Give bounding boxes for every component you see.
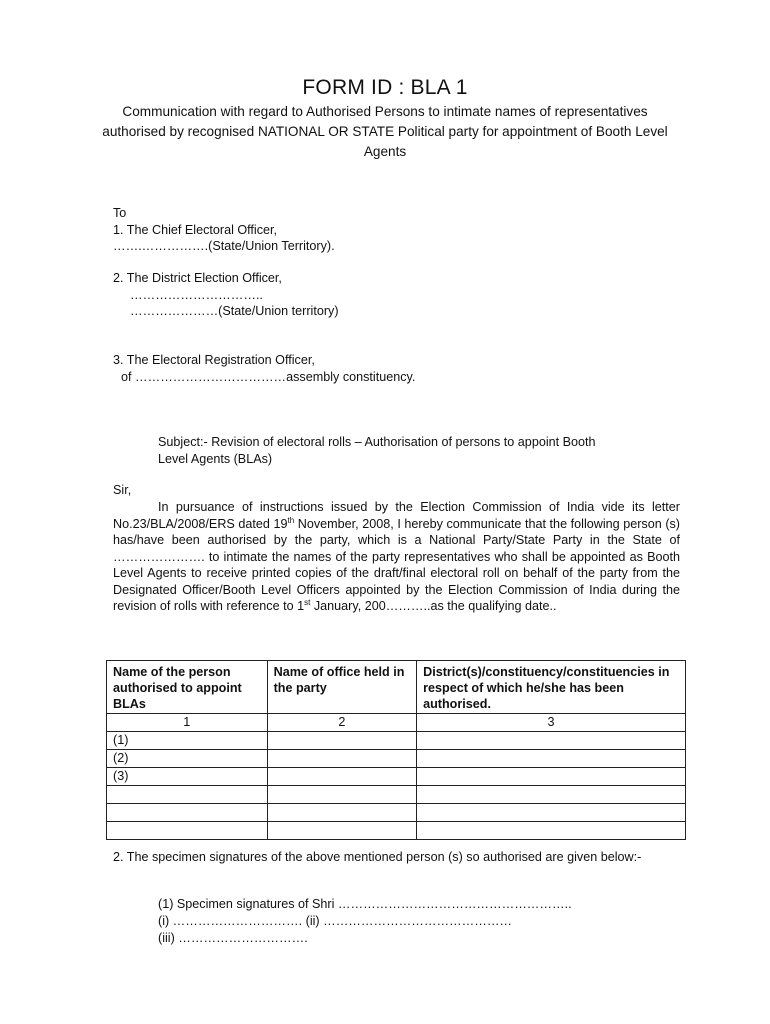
- table-row: [107, 768, 686, 786]
- body-sup-1: th: [287, 515, 295, 525]
- table-cell[interactable]: (1): [107, 732, 268, 750]
- header-districts: District(s)/constituency/constituencies in respect of which he/she has been authorised.: [417, 661, 686, 714]
- table-number-row: [107, 714, 686, 732]
- subject-line-1: Subject:- Revision of electoral rolls – Authorisation of persons to appoint Booth: [158, 435, 596, 449]
- table-row: [107, 750, 686, 768]
- addressee-block: [113, 205, 335, 255]
- to-label: To: [113, 206, 127, 220]
- table-cell[interactable]: [267, 750, 417, 768]
- deo-block: [113, 270, 339, 320]
- salutation: Sir,: [113, 483, 132, 497]
- authorised-persons-table: [106, 660, 686, 840]
- letter-body: [113, 499, 680, 615]
- table-cell[interactable]: [267, 786, 417, 804]
- body-text-1: In pursuance of instructions issued by the Election Commission of India vide its letter No.23/BLA/2008/ERS dated 19: [113, 500, 680, 531]
- body-text-2: November, 2008, I hereby communicate that the following person (s) has/have been authorised by the party, which is a National Party/State Party in the State of …………………. to intimate the names of the party representatives who shall be appointed as Booth Level Agents to receive printed copies of the draft/final electoral roll on behalf of the party from the Designated Officer/Booth Level Officers appointed by the Election Commission of India during the revision of rolls with reference to 1: [113, 516, 681, 613]
- deo-line-3: …………………(State/Union territory): [130, 304, 339, 318]
- table-cell[interactable]: [417, 732, 686, 750]
- ero-line-1: 3. The Electoral Registration Officer,: [113, 353, 315, 367]
- table-cell[interactable]: [107, 822, 268, 840]
- column-number: 1: [107, 714, 268, 732]
- deo-line-2: …………………………..: [130, 287, 263, 302]
- table-cell[interactable]: [267, 804, 417, 822]
- deo-line-1: 2. The District Election Officer,: [113, 271, 282, 285]
- column-number: 2: [267, 714, 417, 732]
- table-cell[interactable]: [417, 786, 686, 804]
- table-cell[interactable]: [417, 822, 686, 840]
- specimen-line-3: (iii) ………………………….: [158, 931, 308, 945]
- ceo-line-1: 1. The Chief Electoral Officer,: [113, 222, 278, 237]
- table-cell[interactable]: [267, 732, 417, 750]
- table-cell[interactable]: [107, 786, 268, 804]
- table-cell[interactable]: [107, 804, 268, 822]
- specimen-line-1: (1) Specimen signatures of Shri ………………………………………………..: [158, 897, 572, 911]
- table-cell[interactable]: [417, 804, 686, 822]
- body-sup-2: st: [304, 597, 311, 607]
- form-subtitle: Communication with regard to Authorised Persons to intimate names of representatives authorised by recognised NATIONAL OR STATE Political party for appointment of Booth Level Agents: [102, 104, 668, 159]
- header-office: Name of office held in the party: [267, 661, 417, 714]
- table-cell[interactable]: (3): [107, 768, 268, 786]
- specimen-line-2: (i) …………………………. (ii) ………………………………………: [158, 914, 513, 928]
- table-row: [107, 804, 686, 822]
- body-text-3: January, 200………..as the qualifying date..: [310, 599, 557, 613]
- form-title: FORM ID : BLA 1: [302, 76, 468, 99]
- table-cell[interactable]: [267, 822, 417, 840]
- table-header-row: [107, 661, 686, 714]
- table-cell[interactable]: [267, 768, 417, 786]
- subject-block: [158, 434, 698, 467]
- ero-block: [113, 352, 415, 385]
- signatures-intro: 2. The specimen signatures of the above mentioned person (s) so authorised are given below:-: [113, 850, 642, 864]
- ero-line-2: of ………………………………assembly constituency.: [121, 369, 416, 384]
- table-cell[interactable]: [417, 768, 686, 786]
- table-row: [107, 822, 686, 840]
- table-cell[interactable]: [417, 750, 686, 768]
- table-cell[interactable]: (2): [107, 750, 268, 768]
- subject-line-2: Level Agents (BLAs): [158, 451, 273, 466]
- header-person-name: Name of the person authorised to appoint BLAs: [107, 661, 268, 714]
- table-row: [107, 786, 686, 804]
- column-number: 3: [417, 714, 686, 732]
- table-row: [107, 732, 686, 750]
- ceo-line-2: …….…………….(State/Union Territory).: [113, 239, 335, 253]
- specimen-signatures-block: [158, 896, 572, 947]
